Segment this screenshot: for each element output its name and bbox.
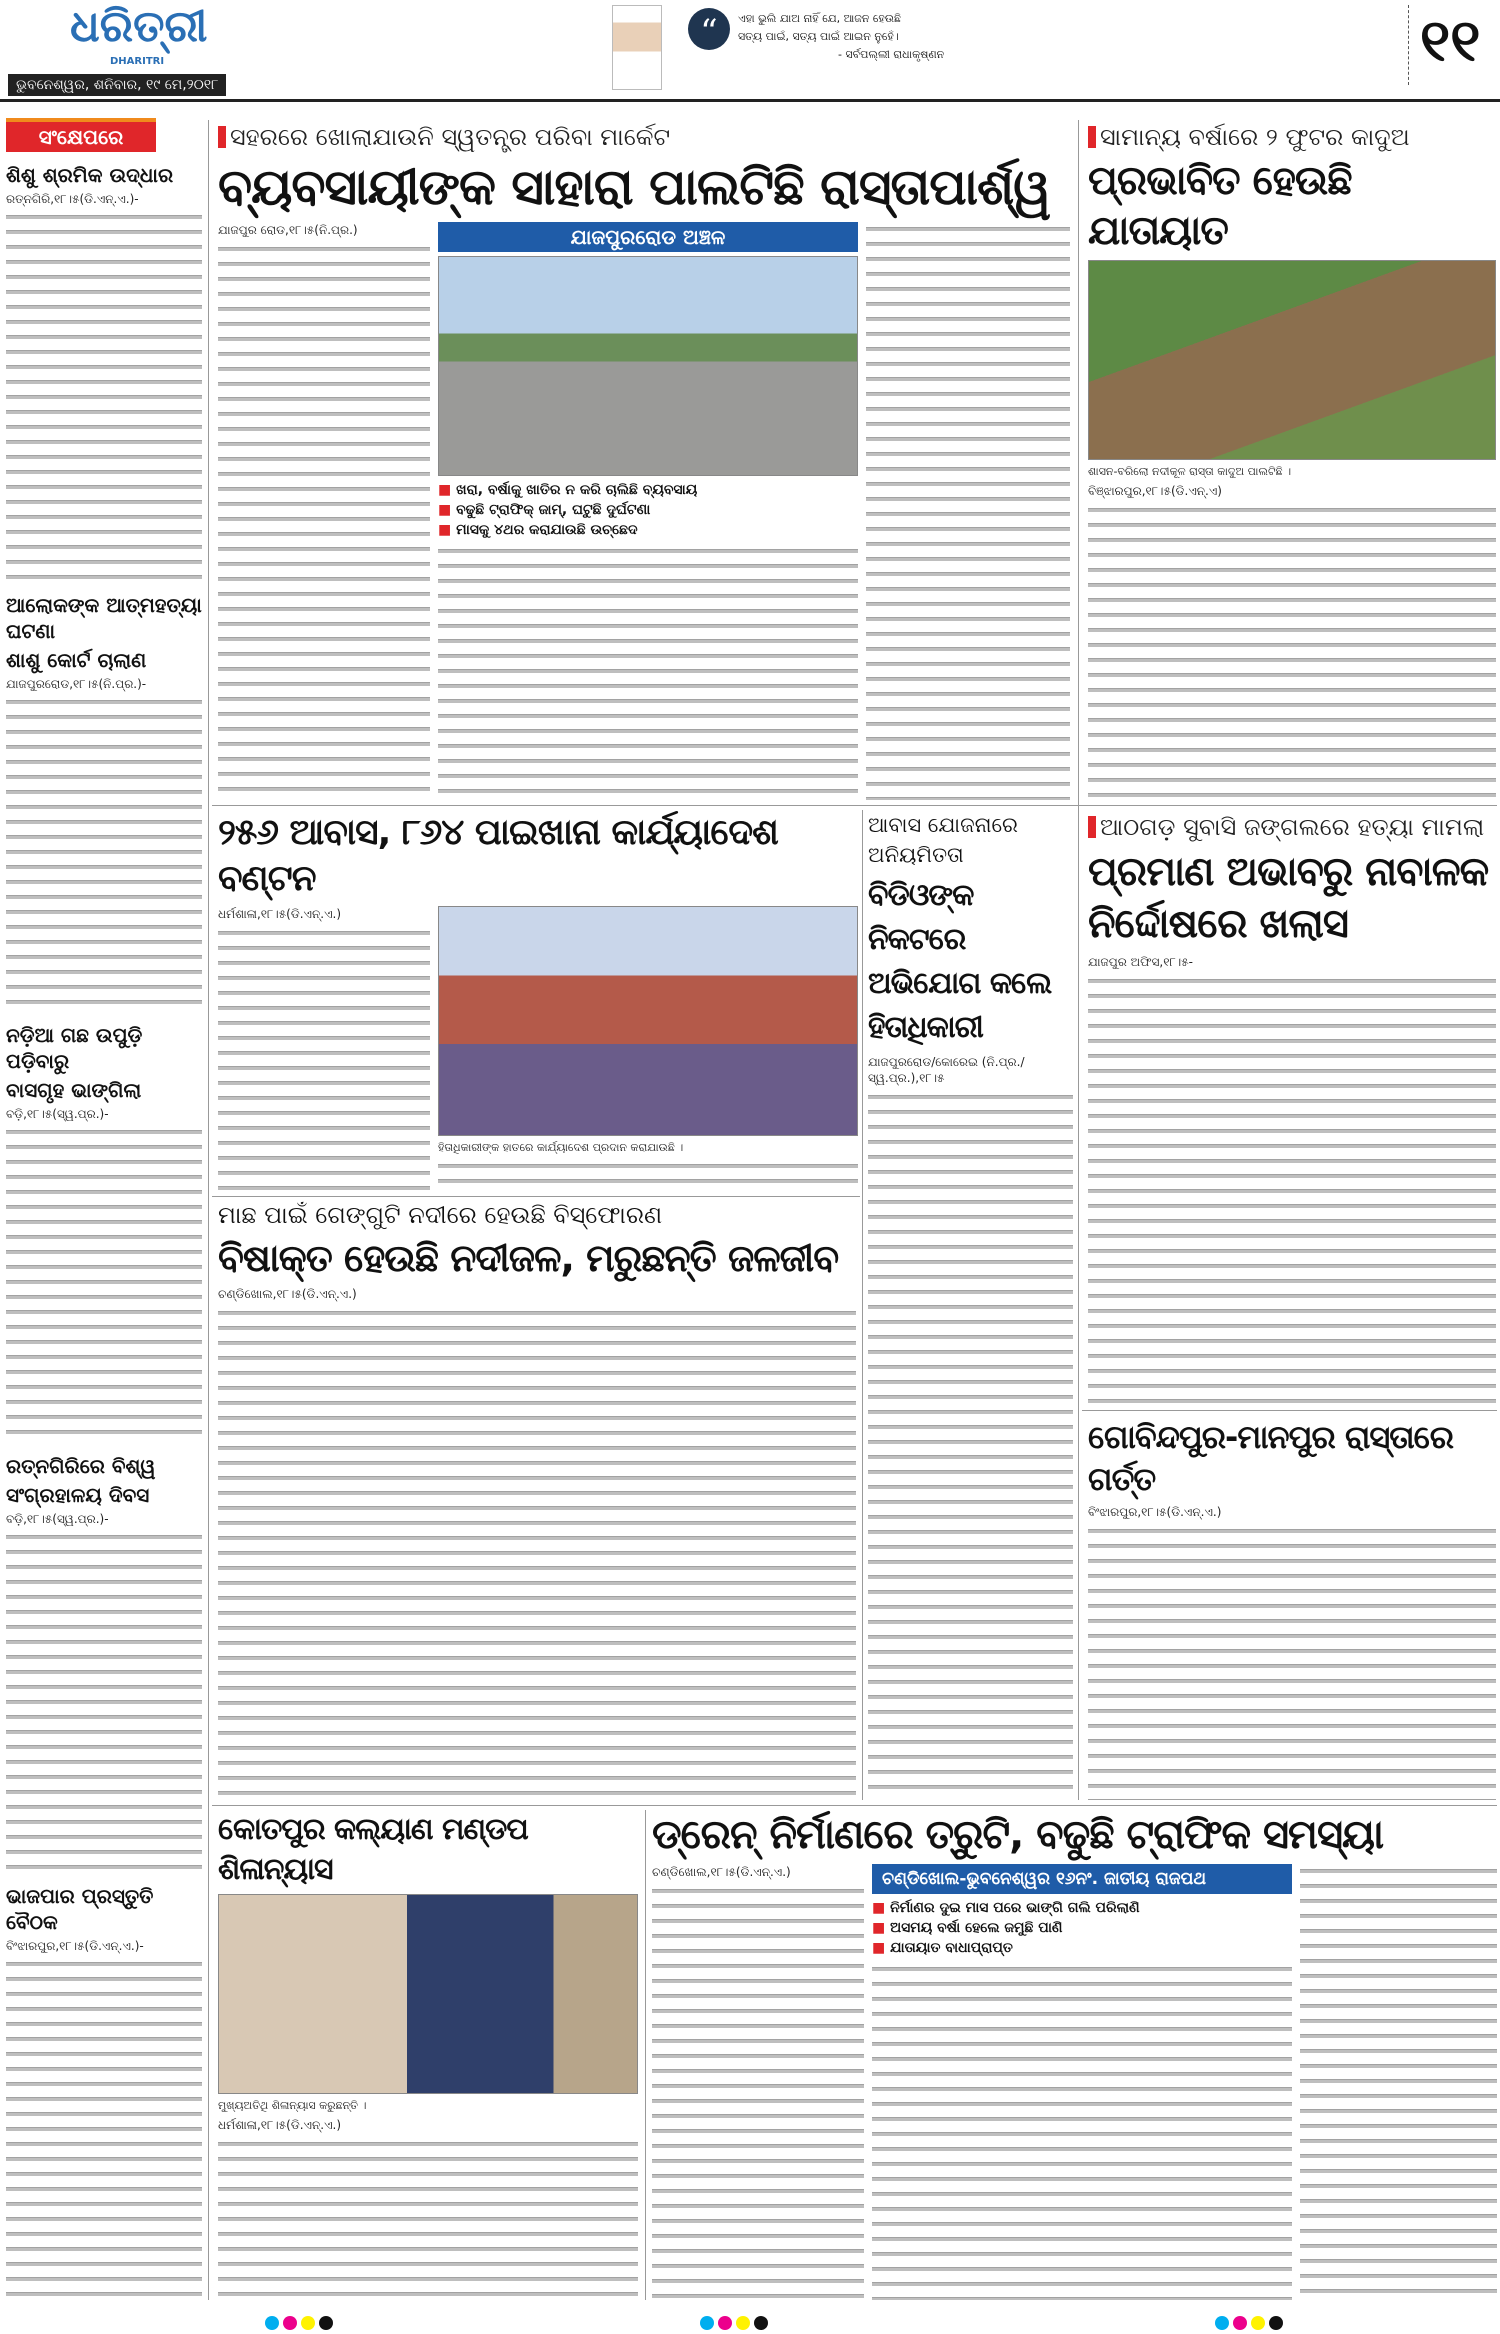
- quote-portrait: [612, 5, 662, 90]
- briefs-column: [6, 118, 202, 2303]
- registration-dot: [700, 2316, 714, 2330]
- registration-dot: [1215, 2316, 1229, 2330]
- brief-item: [6, 1022, 202, 1442]
- brief-title: ରତ୍ନଗିରିରେ ବିଶ୍ୱ: [6, 1453, 156, 1478]
- article-headline: ଡ୍ରେନ୍ ନିର୍ମାଣରେ ତ୍ରୁଟି, ବଢୁଛି ଟ୍ରାଫିକ ସମସ୍ୟା: [652, 1812, 1384, 1858]
- color-registration-marks: [700, 2316, 768, 2330]
- registration-dot: [283, 2316, 297, 2330]
- article-kicker: ଆଠଗଡ଼ ସୁବାସି ଜଙ୍ଗଲରେ ହତ୍ୟା ମାମଲା: [1088, 812, 1496, 842]
- layout-column: [652, 1864, 864, 2300]
- brief-item: [6, 1453, 202, 1873]
- registration-dot: [1269, 2316, 1283, 2330]
- page-number: ୧୧: [1420, 6, 1481, 74]
- housing-photo: [438, 906, 858, 1136]
- article-body-text: [1088, 503, 1496, 800]
- article-headline: ୨୫୬ ଆବାସ, ୮୬୪ ପାଇଖାନା କାର୍ଯ୍ୟାଦେଶ ବଣ୍ଟନ: [218, 812, 778, 899]
- article-body-text: [1088, 1524, 1496, 1800]
- article-headline: ବ୍ୟବସାୟୀଙ୍କ ସାହାରା ପାଲଟିଛି ରାସ୍ତାପାର୍ଶ୍ୱ: [218, 158, 1050, 216]
- logo-english: DHARITRI: [110, 56, 165, 67]
- article-dateline: ବିଂଝାରପୁର,୧୮।୫(ଡି.ଏନ୍.ଏ.): [1088, 1505, 1222, 1519]
- mud-article: [1088, 122, 1496, 800]
- article-kicker: ମାଛ ପାଇଁ ଗେଙ୍ଗୁଟି ନଦୀରେ ହେଉଛି ବିସ୍ଫୋରଣ: [218, 1201, 663, 1229]
- article-kicker: ଆବାସ ଯୋଜନାରେ ଅନିୟମିତତା: [868, 813, 1018, 867]
- layout-column: [218, 906, 430, 1192]
- registration-dot: [718, 2316, 732, 2330]
- brief-title: ଆଲୋକଙ୍କ ଆତ୍ମହତ୍ୟା ଘଟଣା: [6, 593, 202, 644]
- photo-caption: ହିତାଧିକାରୀଙ୍କ ହାତରେ କାର୍ଯ୍ୟାଦେଶ ପ୍ରଦାନ କରାଯାଉଛି ।: [438, 1141, 684, 1154]
- article-body-text: [1300, 1864, 1497, 2300]
- highlights: [438, 480, 858, 540]
- article-body-text: [218, 926, 430, 1192]
- article-dateline: ଚଣ୍ଡିଖୋଲ,୧୮।୫(ଡି.ଏନ୍.ଏ.): [218, 1287, 357, 1301]
- registration-dot: [736, 2316, 750, 2330]
- brief-title: ଶିଶୁ ଶ୍ରମିକ ଉଦ୍ଧାର: [6, 163, 174, 187]
- market-photo: [438, 256, 858, 476]
- section-divider: [212, 1805, 1497, 1806]
- article-body-text: [652, 1884, 864, 2300]
- article-body-text: [868, 1090, 1073, 1800]
- brief-title: ଭାଜପାର ପ୍ରସ୍ତୁତି ବୈଠକ: [6, 1883, 154, 1934]
- briefs-tag: ସଂକ୍ଷେପରେ: [6, 118, 156, 152]
- article-dateline: ଯାଜପୁର ଅଫିସ,୧୮।୫-: [1088, 955, 1193, 969]
- photo-caption: ମୁଖ୍ୟଅତିଥି ଶିଳାନ୍ୟାସ କରୁଛନ୍ତି ।: [218, 2099, 367, 2112]
- section-divider: [212, 1196, 860, 1197]
- article-headline: ପ୍ରଭାବିତ ହେଉଛି ଯାତାୟାତ: [1088, 158, 1352, 254]
- column-divider: [862, 810, 863, 1800]
- article-body-text: [438, 1159, 858, 1192]
- kotpur-article: [218, 1810, 638, 2300]
- market-article: [218, 122, 1070, 800]
- acquit-article: [1088, 812, 1496, 1404]
- color-registration-marks: [1215, 2316, 1283, 2330]
- registration-dot: [1251, 2316, 1265, 2330]
- newspaper-logo: ଧରିତ୍ରୀ: [70, 1, 208, 52]
- registration-dot: [301, 2316, 315, 2330]
- river-article: [218, 1200, 856, 1800]
- brief-dateline: ରତ୍ନଗିରି,୧୮।୫(ଡି.ଏନ୍.ଏ.)-: [6, 192, 139, 206]
- brief-dateline: ଯାଜପୁରରୋଡ,୧୮।୫(ନି.ପ୍ର.)-: [6, 677, 147, 692]
- road-photo: [1088, 260, 1496, 460]
- brief-title: ଶାଶୁ କୋର୍ଟ ଚାଲାଣ: [6, 648, 147, 673]
- article-headline: ପ୍ରମାଣ ଅଭାବରୁ ନାବାଳକ ନିର୍ଦ୍ଦୋଷରେ ଖଲାସ: [1088, 849, 1489, 947]
- layout-column: [872, 1864, 1292, 2300]
- brief-dateline: ବିଂଝାରପୁର,୧୮।୫(ଡି.ଏନ୍.ଏ.)-: [6, 1938, 144, 1953]
- article-body-text: [218, 242, 430, 800]
- article-headline: ଗୋବିନ୍ଦପୁର-ମାନପୁର ରାସ୍ତାରେ ଗର୍ତ୍ତ: [1088, 1418, 1453, 1498]
- article-body-text: [218, 1306, 856, 1800]
- quote-icon: “: [688, 8, 730, 50]
- highlight-item: ■ ଅସମୟ ବର୍ଷା ହେଲେ ଜମୁଛି ପାଣି: [872, 1918, 1292, 1938]
- quote-line: ଏହା ଭୁଲି ଯାଅ ନାହିଁ ଯେ, ଆଜନ ହେଉଛି: [738, 12, 901, 25]
- highlight-item: ■ ଖରା, ବର୍ଷାକୁ ଖାତିର ନ କରି ଚାଲିଛି ବ୍ୟବସାୟ: [438, 480, 858, 500]
- column-divider: [208, 120, 209, 2300]
- layout-column: [866, 222, 1070, 800]
- column-divider: [645, 1810, 646, 2300]
- article-body-text: [6, 695, 202, 1012]
- foundation-photo: [218, 1894, 638, 2094]
- article-dateline: ଧର୍ମଶାଳା,୧୮।୫(ଡି.ଏନ୍.ଏ.): [218, 2118, 342, 2132]
- divider: [1408, 5, 1409, 85]
- article-body-text: [6, 210, 202, 582]
- bdo-article: [868, 810, 1073, 1800]
- registration-dot: [265, 2316, 279, 2330]
- highlight-item: ■ ବଢୁଛି ଟ୍ରାଫିକ୍ ଜାମ୍, ଘଟୁଛି ଦୁର୍ଘଟଣା: [438, 500, 858, 520]
- article-body-text: [866, 222, 1070, 800]
- article-body-text: [1088, 974, 1496, 1404]
- brief-item: [6, 592, 202, 1012]
- brief-title: ସଂଗ୍ରହାଳୟ ଦିବସ: [6, 1482, 150, 1507]
- article-headline: ବିଷାକ୍ତ ହେଉଛି ନଦୀଜଳ, ମରୁଛନ୍ତି ଜଳଜୀବ: [218, 1236, 839, 1280]
- highlight-item: ■ ମାସକୁ ୪ଥର କରାଯାଉଛି ଉଚ୍ଛେଦ: [438, 520, 858, 540]
- highlight-item: ■ ଯାତାୟାତ ବାଧାପ୍ରାପ୍ତ: [872, 1938, 1292, 1958]
- layout-column: [218, 906, 858, 1192]
- color-registration-marks: [265, 2316, 333, 2330]
- layout-column: [438, 222, 858, 800]
- quote-author: - ସର୍ବପଲ୍ଲୀ ରାଧାକୃଷ୍ଣନ: [838, 48, 945, 61]
- layout-column: [218, 222, 430, 800]
- article-dateline: ଯାଜପୁରରୋଡ/କୋରେଇ (ନି.ପ୍ର./ସ୍ୱ.ପ୍ର.),୧୮।୫: [868, 1055, 1025, 1085]
- drain-article: [652, 1810, 1497, 2300]
- daily-quote: [738, 10, 1038, 64]
- article-headline: ବିଡିଓଙ୍କ ନିକଟରେ ଅଭିଯୋଗ କଲେ ହିତାଧିକାରୀ: [868, 878, 1052, 1045]
- article-body-text: [872, 1962, 1292, 2300]
- article-dateline: ଚଣ୍ଡିଖୋଲ,୧୮।୫(ଡି.ଏନ୍.ଏ.): [652, 1865, 791, 1879]
- article-body-text: [438, 544, 858, 800]
- highlights: [872, 1898, 1292, 1958]
- registration-dot: [754, 2316, 768, 2330]
- article-body-text: [6, 1125, 202, 1442]
- photo-caption: ଶାସନ-ବରିଲୋ ନଦୀକୂଳ ରାସ୍ତା କାଦୁଅ ପାଲଟିଛି ।: [1088, 465, 1292, 478]
- section-divider: [1082, 1410, 1497, 1411]
- highlight-item: ■ ନିର୍ମାଣର ଦୁଇ ମାସ ପରେ ଭାଙ୍ଗି ଗଲି ପରିଲାଣି: [872, 1898, 1292, 1918]
- column-divider: [1078, 120, 1079, 1800]
- brief-item: [6, 1883, 202, 2303]
- article-body-text: [6, 1957, 202, 2303]
- article-kicker: ସହରରେ ଖୋଲାଯାଉନି ସ୍ୱତନ୍ତ୍ର ପରିବା ମାର୍କେଟ: [218, 122, 1070, 152]
- quote-line: ସତ୍ୟ ପାଇଁ, ସତ୍ୟ ପାଇଁ ଆଇନ ନୁହେଁ।: [738, 30, 899, 43]
- brief-dateline: ବଡ଼ି,୧୮।୫(ସ୍ୱ.ପ୍ର.)-: [6, 1107, 109, 1122]
- brief-title: ବାସଗୃହ ଭାଙ୍ଗିଲା: [6, 1078, 142, 1103]
- layout-column: [652, 1864, 1497, 2300]
- registration-dot: [1233, 2316, 1247, 2330]
- article-kicker: ସାମାନ୍ୟ ବର୍ଷାରେ ୨ ଫୁଟର କାଦୁଅ: [1088, 122, 1496, 152]
- article-body-text: [218, 2137, 638, 2300]
- dateline-bar: ଭୁବନେଶ୍ୱର, ଶନିବାର, ୧୯ ମେ,୨୦୧୮: [8, 74, 226, 96]
- article-dateline: ଧର୍ମଶାଳା,୧୮।୫(ଡି.ଏନ୍.ଏ.): [218, 907, 342, 921]
- article-dateline: ଯାଜପୁର ରୋଡ,୧୮।୫(ନି.ପ୍ର.): [218, 223, 358, 237]
- housing-article: [218, 810, 858, 1192]
- section-divider: [212, 805, 1497, 806]
- article-dateline: ବିଞ୍ଝାରପୁର,୧୮।୫(ଡି.ଏନ୍.ଏ): [1088, 484, 1222, 498]
- info-box-title: ଚଣ୍ଡିଖୋଲ-ଭୁବନେଶ୍ୱର ୧୬ନଂ. ଜାତୀୟ ରାଜପଥ: [872, 1864, 1292, 1894]
- layout-column: [218, 222, 1070, 800]
- layout-column: [1300, 1864, 1497, 2300]
- registration-dot: [319, 2316, 333, 2330]
- brief-item: [6, 162, 202, 582]
- photo-label: ଯାଜପୁରରୋଡ ଅଞ୍ଚଳ: [438, 222, 858, 252]
- brief-dateline: ବଡ଼ି,୧୮।୫(ସ୍ୱ.ପ୍ର.)-: [6, 1511, 109, 1526]
- article-body-text: [6, 1530, 202, 1873]
- brief-title: ନଡ଼ିଆ ଗଛ ଉପୁଡ଼ି ପଡ଼ିବାରୁ: [6, 1023, 143, 1074]
- masthead-rule: [0, 99, 1500, 102]
- article-headline: କୋତପୁର କଲ୍ୟାଣ ମଣ୍ଡପ ଶିଳାନ୍ୟାସ: [218, 1812, 528, 1887]
- pothole-article: [1088, 1416, 1496, 1800]
- layout-column: [438, 906, 858, 1192]
